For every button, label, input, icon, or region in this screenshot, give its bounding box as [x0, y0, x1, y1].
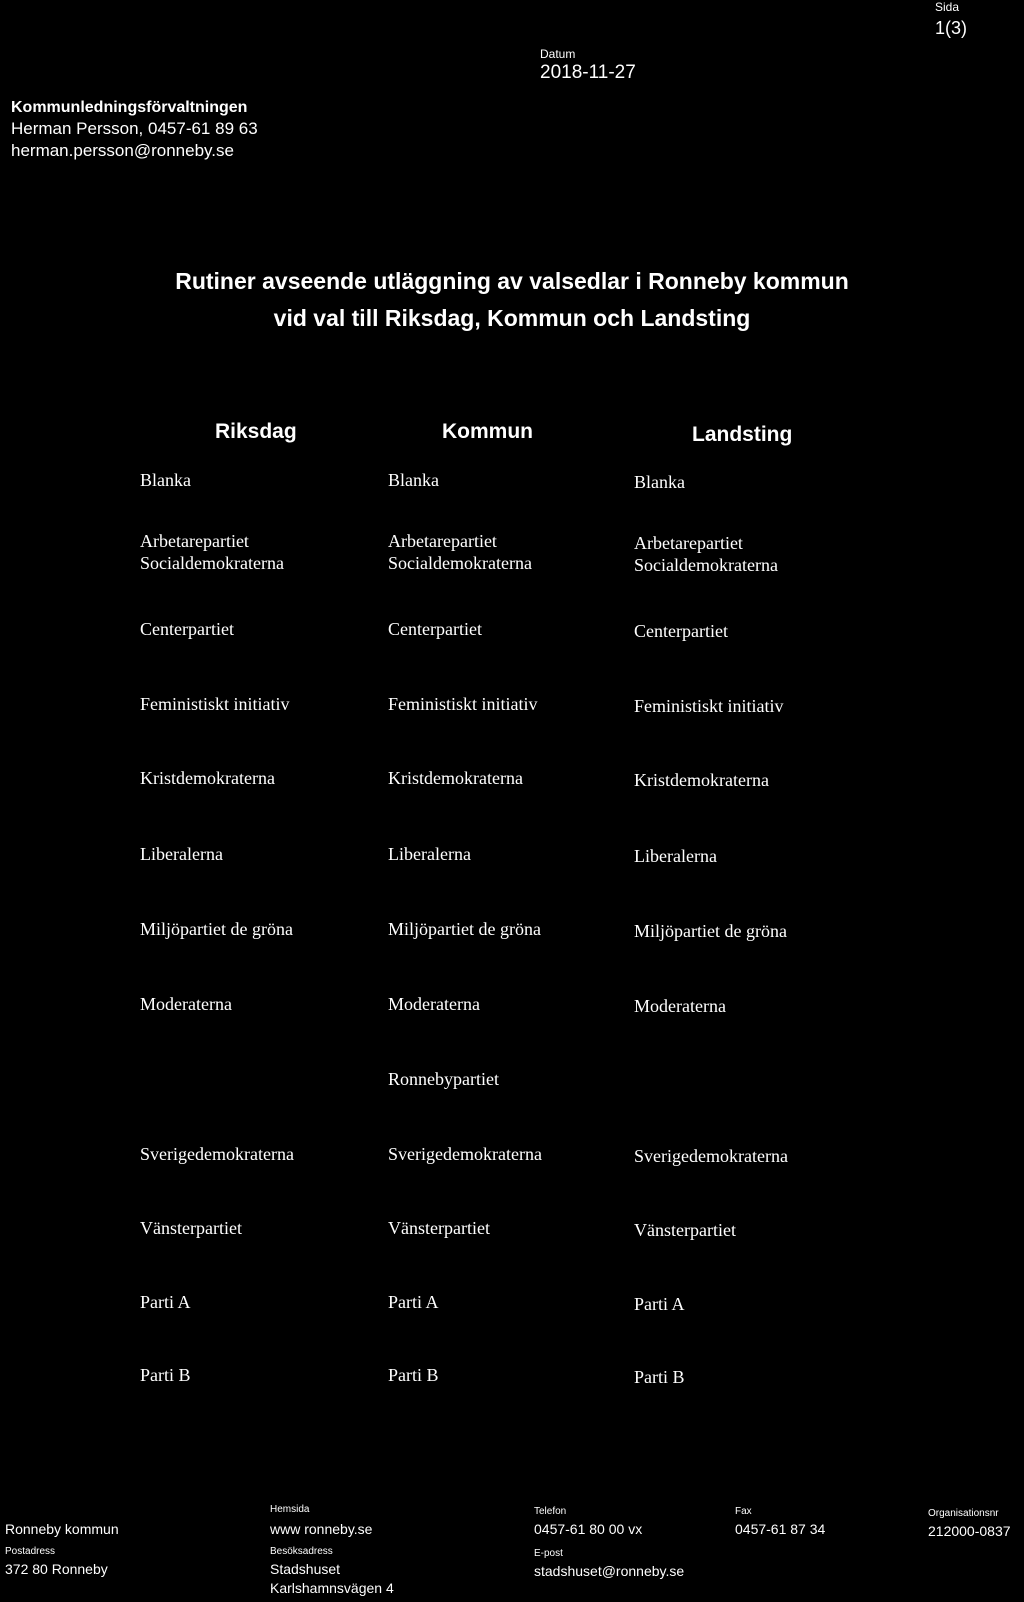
party-entry: Arbetarepartiet — [140, 531, 249, 551]
party-entry: Parti B — [634, 1367, 685, 1387]
party-entry: Miljöpartiet de gröna — [140, 919, 293, 939]
date-label: Datum — [540, 47, 576, 61]
party-entry: Arbetarepartiet — [634, 533, 743, 553]
party-entry: Parti B — [388, 1365, 439, 1385]
party-entry: Liberalerna — [634, 846, 717, 866]
doc-title-line2: vid val till Riksdag, Kommun och Landsting — [273, 305, 751, 331]
footer-visit-label: Besöksadress — [270, 1546, 333, 1557]
footer-email-value: stadshuset@ronneby.se — [534, 1563, 685, 1579]
party-entry: Feministiskt initiativ — [634, 696, 784, 716]
party-entry: Centerpartiet — [140, 619, 234, 639]
column-heading-riksdag: Riksdag — [215, 420, 297, 443]
footer-visit-line2: Karlshamnsvägen 4 — [270, 1580, 394, 1596]
contact-email: herman.persson@ronneby.se — [11, 141, 234, 160]
footer-fax-value: 0457-61 87 34 — [735, 1521, 826, 1537]
footer-email-label: E-post — [534, 1548, 563, 1559]
party-entry: Kristdemokraterna — [634, 770, 769, 790]
footer-fax-label: Fax — [735, 1506, 752, 1517]
party-entry: Vänsterpartiet — [388, 1218, 490, 1238]
party-entry: Parti B — [140, 1365, 191, 1385]
party-entry: Parti A — [634, 1294, 685, 1314]
party-entry: Blanka — [140, 470, 191, 490]
column-heading-landsting: Landsting — [692, 423, 793, 446]
party-entry: Miljöpartiet de gröna — [388, 919, 541, 939]
party-entry: Kristdemokraterna — [140, 768, 275, 788]
party-entry: Moderaterna — [634, 996, 726, 1016]
party-entry: Parti A — [388, 1292, 439, 1312]
party-entry: Blanka — [388, 470, 439, 490]
footer-phone-label: Telefon — [534, 1506, 567, 1517]
footer-web-label: Hemsida — [270, 1504, 310, 1515]
column-heading-kommun: Kommun — [442, 420, 533, 443]
page-number: 1(3) — [935, 18, 968, 38]
party-entry: Miljöpartiet de gröna — [634, 921, 787, 941]
party-entry: Vänsterpartiet — [140, 1218, 242, 1238]
footer-visit-line1: Stadshuset — [270, 1561, 341, 1577]
footer-postal-value: 372 80 Ronneby — [5, 1561, 108, 1577]
party-entry: Liberalerna — [388, 844, 471, 864]
party-entry: Vänsterpartiet — [634, 1220, 736, 1240]
contact-line: Herman Persson, 0457-61 89 63 — [11, 119, 258, 138]
party-entry: Moderaterna — [388, 994, 480, 1014]
party-entry: Arbetarepartiet — [388, 531, 497, 551]
party-entry: Socialdemokraterna — [634, 555, 778, 575]
party-entry: Sverigedemokraterna — [388, 1144, 542, 1164]
party-entry: Blanka — [634, 472, 685, 492]
org-name: Kommunledningsförvaltningen — [11, 99, 248, 116]
party-entry: Liberalerna — [140, 844, 223, 864]
footer-org-label: Organisationsnr — [928, 1508, 999, 1519]
party-entry: Feministiskt initiativ — [388, 694, 538, 714]
footer-phone-value: 0457-61 80 00 vx — [534, 1521, 643, 1537]
party-entry: Sverigedemokraterna — [634, 1146, 788, 1166]
footer-web-value: www ronneby.se — [270, 1521, 373, 1537]
party-entry: Centerpartiet — [634, 621, 728, 641]
doc-title-line1: Rutiner avseende utläggning av valsedlar i Ronneby kommun — [175, 268, 849, 294]
party-entry: Centerpartiet — [388, 619, 482, 639]
party-entry: Sverigedemokraterna — [140, 1144, 294, 1164]
party-entry: Ronnebypartiet — [388, 1069, 499, 1089]
party-entry: Socialdemokraterna — [140, 553, 284, 573]
date-value: 2018-11-27 — [540, 62, 636, 83]
footer-postal-label: Postadress — [5, 1546, 56, 1557]
footer-name: Ronneby kommun — [5, 1521, 119, 1537]
party-entry: Socialdemokraterna — [388, 553, 532, 573]
party-entry: Parti A — [140, 1292, 191, 1312]
footer-org-value: 212000-0837 — [928, 1523, 1011, 1539]
page-label: Sida — [935, 0, 960, 14]
party-entry: Feministiskt initiativ — [140, 694, 290, 714]
party-entry: Kristdemokraterna — [388, 768, 523, 788]
party-entry: Moderaterna — [140, 994, 232, 1014]
